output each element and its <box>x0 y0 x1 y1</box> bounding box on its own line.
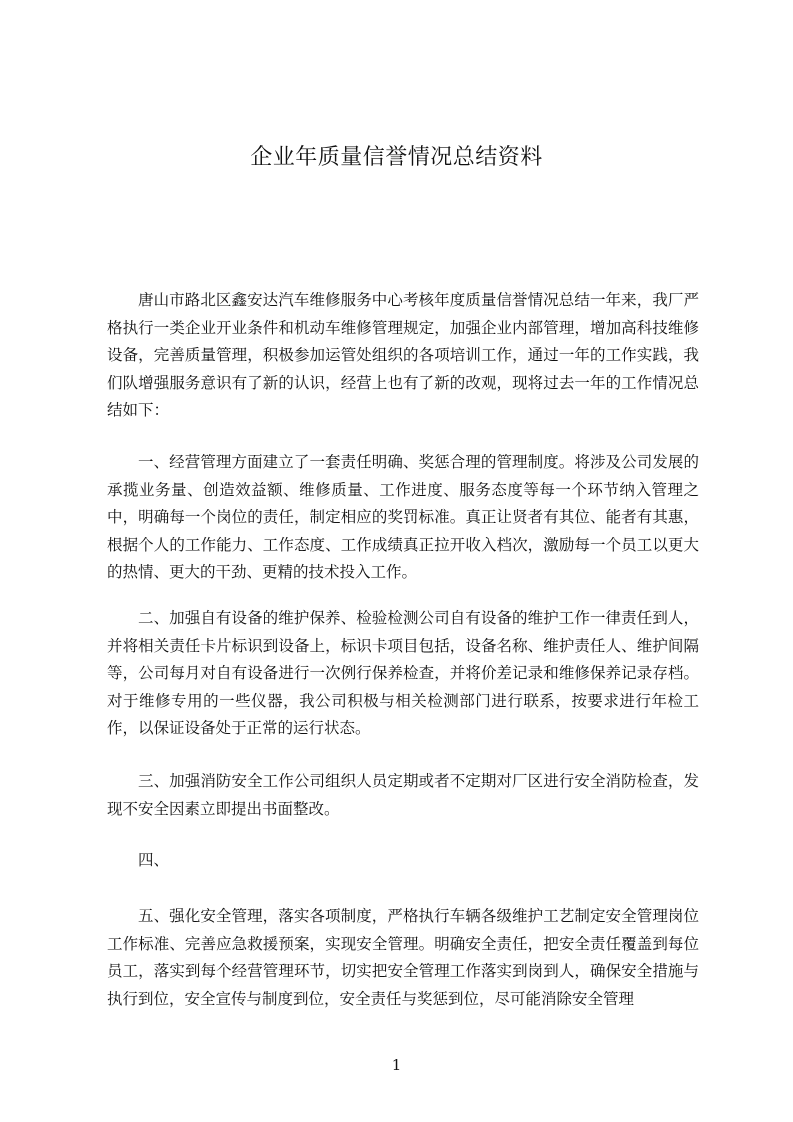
paragraph-management: 一、经营管理方面建立了一套责任明确、奖惩合理的管理制度。将涉及公司发展的承揽业务量、创造效益额、维修质量、工作进度、服务态度等每一个环节纳入管理之中，明确每一个岗位的责任，制定相应的奖罚标准。真正让贤者有其位、能者有其惠，根据个人的工作能力、工作态度、工作成绩真正拉开收入档次，激励每一个员工以更大的热情、更大的干劲、更精的技术投入工作。 <box>107 453 699 582</box>
page-number: 1 <box>391 1056 402 1074</box>
paragraph-fire-safety: 三、加强消防安全工作公司组织人员定期或者不定期对厂区进行安全消防检查，发现不安全因素立即提出书面整改。 <box>107 772 699 818</box>
paragraph-intro: 唐山市路北区鑫安达汽车维修服务中心考核年度质量信誉情况总结一年来，我厂严格执行一类企业开业条件和机动车维修管理规定，加强企业内部管理，增加高科技维修设备，完善质量管理，积极参加运管处组织的各项培训工作，通过一年的工作实践，我们队增强服务意识有了新的认识，经营上也有了新的改观，现将过去一年的工作情况总结如下： <box>107 291 699 420</box>
document-title: 企业年质量信誉情况总结资料 <box>250 145 543 170</box>
paragraph-item-four: 四、 <box>138 851 170 869</box>
paragraph-safety-management: 五、强化安全管理，落实各项制度，严格执行车辆各级维护工艺制定安全管理岗位工作标准、完善应急救援预案，实现安全管理。明确安全责任，把安全责任覆盖到每位员工，落实到每个经营管理环节，切实把安全管理工作落实到岗到人，确保安全措施与执行到位，安全宣传与制度到位，安全责任与奖惩到位，尽可能消除安全管理 <box>107 907 699 1008</box>
paragraph-equipment: 二、加强自有设备的维护保养、检验检测公司自有设备的维护工作一律责任到人，并将相关责任卡片标识到设备上，标识卡项目包括，设备名称、维护责任人、维护间隔等，公司每月对自有设备进行一次例行保养检查，并将价差记录和维修保养记录存档。对于维修专用的一些仪器，我公司积极与相关检测部门进行联系，按要求进行年检工作，以保证设备处于正常的运行状态。 <box>107 609 699 738</box>
